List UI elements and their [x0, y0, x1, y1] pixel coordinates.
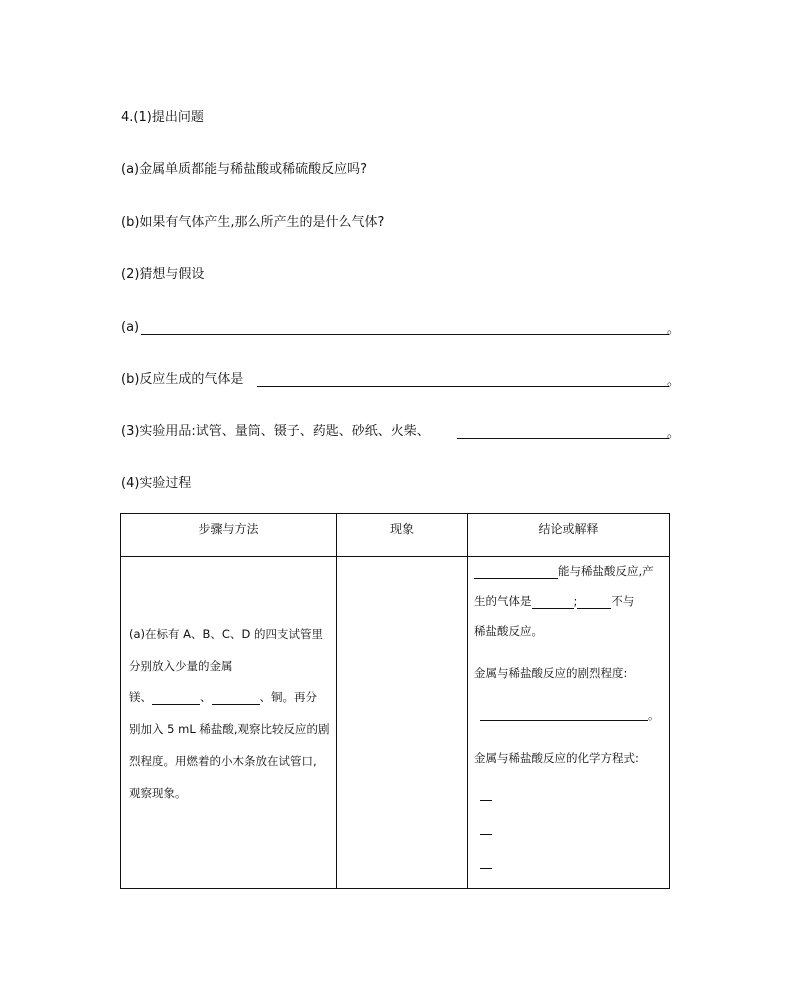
hypothesis-b-period: 。: [667, 374, 681, 389]
equation-blank-3[interactable]: [480, 868, 492, 869]
step-line-6: 观察现象。: [129, 786, 187, 800]
header-conclusion: 结论或解释: [468, 514, 670, 557]
hypothesis-a-blank[interactable]: [141, 334, 669, 335]
question-title: 4.(1)提出问题: [121, 110, 204, 125]
hypothesis-b-blank[interactable]: [257, 386, 669, 387]
conclusion-cell: [468, 557, 670, 889]
step-line-3: 镁、 、 、铜。再分: [129, 690, 317, 704]
process-title: (4)实验过程: [121, 476, 192, 491]
header-phenomenon: 现象: [337, 514, 468, 557]
step-line-2: 分别放入少量的金属: [129, 659, 233, 673]
step-line-1: (a)在标有 A、B、C、D 的四支试管里: [129, 627, 323, 641]
metal-blank-2[interactable]: [212, 692, 260, 705]
equation-blank-2[interactable]: [480, 834, 492, 835]
metal-blank-1[interactable]: [152, 692, 200, 705]
reactive-metals-blank[interactable]: [474, 566, 558, 579]
question-a: (a)金属单质都能与稀盐酸或稀硫酸反应吗?: [121, 162, 368, 177]
conclusion-line-4: 金属与稀盐酸反应的剧烈程度:: [474, 666, 628, 680]
gas-blank[interactable]: [532, 596, 574, 609]
conclusion-line-1: 能与稀盐酸反应,产: [474, 563, 654, 579]
materials-blank[interactable]: [457, 438, 669, 439]
step-line-4: 别加入 5 mL 稀盐酸,观察比较反应的剧: [129, 722, 330, 736]
table-header-row: [121, 514, 670, 557]
phenomenon-cell[interactable]: [337, 557, 468, 889]
intensity-period: 。: [648, 708, 660, 722]
hypothesis-title: (2)猜想与假设: [121, 267, 205, 282]
unreactive-metal-blank[interactable]: [577, 596, 611, 609]
header-steps: 步骤与方法: [121, 514, 337, 557]
equation-blank-1[interactable]: [480, 800, 492, 801]
intensity-blank[interactable]: [480, 720, 648, 721]
step-line-5: 烈程度。用燃着的小木条放在试管口,: [129, 754, 317, 768]
conclusion-line-6: 金属与稀盐酸反应的化学方程式:: [474, 751, 639, 765]
experiment-table: [120, 513, 670, 889]
hypothesis-a-period: 。: [667, 322, 681, 337]
hypothesis-b-label: (b)反应生成的气体是: [121, 372, 244, 387]
conclusion-line-3: 稀盐酸反应。: [474, 624, 543, 638]
materials-period: 。: [667, 426, 681, 441]
question-b: (b)如果有气体产生,那么所产生的是什么气体?: [121, 215, 385, 230]
materials-text: (3)实验用品:试管、量筒、镊子、药匙、砂纸、火柴、: [121, 424, 430, 439]
steps-cell: [121, 557, 337, 889]
conclusion-line-2: 生的气体是 ; 不与: [474, 594, 635, 608]
hypothesis-a-label: (a): [121, 320, 140, 335]
table-row: [121, 557, 670, 889]
